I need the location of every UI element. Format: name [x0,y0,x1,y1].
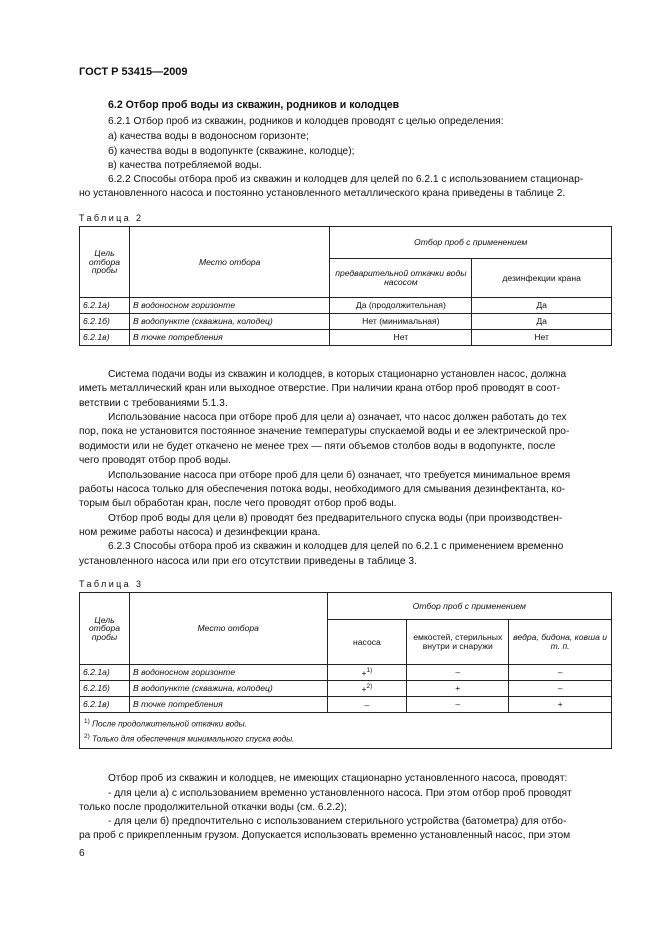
paragraph-line: Отбор проб воды для цели в) проводят без предварительного спуска воды (при производствен- [108,513,563,524]
paragraph-line: водимости или не будет откачено не менее трех — пяти объемов столбов воды в водопункте, после [79,441,556,452]
table-footnote [84,731,607,746]
table-header-pumping: предварительной откачки воды насосом [330,259,472,298]
table-header-group: Отбор проб с применением [330,227,612,259]
paragraph-line: Использование насоса при отборе проб для цели б) означает, что требуется минимальное время [108,470,571,481]
paragraph-line: Использование насоса при отборе проб для цели а) означает, что насос должен работать до тех [108,412,567,423]
paragraph-line: торым был обработан кран, после чего проводят отбор проб воды. [79,498,397,509]
footnote-text: После продолжительной откачки воды. [92,719,247,729]
table-cell-value: + [509,697,612,713]
cell-value-text: + [361,667,367,678]
paragraph-line: - для цели а) с использованием временно установленного насоса. При этом отбор проб проводят [108,788,572,799]
table-footnote-cell [80,713,612,749]
paragraph-line: б) качества воды в водопункте (скважине, колодце); [108,146,355,157]
cell-value-text: – [364,699,370,710]
paragraph-line: в) качества потребляемой воды. [108,160,262,171]
table-cell-goal: 6.2.1а) [80,665,130,681]
paragraph-line: 6.2.1 Отбор проб из скважин, родников и колодцев проводят с целью определения: [108,116,504,127]
table-cell-value [327,697,407,713]
table-cell-value: Да [472,298,612,314]
table-cell-goal: 6.2.1б) [80,314,130,330]
table-header-goal: Цель отбора пробы [80,593,130,665]
table-row [80,330,612,346]
paragraph-line: ном режиме работы насоса) и дезинфекции крана. [79,527,321,538]
table-header-place: Место отбора [129,227,330,298]
section-title: 6.2 Отбор проб воды из скважин, родников и колодцев [108,99,400,111]
table-header-buckets: ведра, бидона, ковша и т. п. [509,620,612,665]
paragraph-line: 6.2.2 Способы отбора проб из скважин и колодцев для целей по 6.2.1 с использованием стационар- [108,174,584,185]
footnote-text: Только для обеспечения минимального спуска воды. [92,734,295,744]
footnote-mark: 2) [366,682,373,690]
table-cell-goal: 6.2.1а) [80,298,130,314]
table-cell-place: В водоносном горизонте [129,665,327,681]
table-cell-value: + [407,681,509,697]
table-cell-value: – [509,681,612,697]
table-header-pump: насоса [327,620,407,665]
paragraph-line: а) качества воды в водоносном горизонте; [108,131,309,142]
table-header-sterile-containers: емкостей, стерильных внутри и снаружи [407,620,509,665]
table-2 [79,226,612,346]
table-row [80,697,612,713]
paragraph-line: работы насоса только для обеспечения потока воды, необходимого для смывания дезинфектанта, ко- [79,484,566,495]
table-cell-value: Нет [472,330,612,346]
table-3 [79,592,612,749]
table-footnotes [80,713,612,749]
table-cell-value: – [407,697,509,713]
table-cell-value: – [407,665,509,681]
table-caption: Таблица 2 [79,213,144,223]
table-cell-value [327,665,407,681]
page-number: 6 [79,848,85,859]
paragraph-line: установленного насоса или при его отсутствии приведены в таблице 3. [79,556,417,567]
table-row [80,665,612,681]
table-row [80,298,612,314]
table-cell-goal: 6.2.1в) [80,697,130,713]
table-cell-value [327,681,407,697]
table-cell-value: – [509,665,612,681]
footnote-mark: 2) [84,732,90,740]
paragraph-line: Отбор проб из скважин и колодцев, не имеющих стационарно установленного насоса, проводят: [108,773,568,784]
table-header-goal: Цель отбора пробы [80,227,130,298]
paragraph-line: пор, пока не установится постоянное значение температуры спускаемой воды и ее электрической про- [79,426,570,437]
paragraph-line: Система подачи воды из скважин и колодцев, в которых стационарно установлен насос, должна [108,369,567,380]
paragraph-line: иметь металлический кран или выходное отверстие. При наличии крана отбор проб проводят в соот- [79,383,561,394]
document-header: ГОСТ Р 53415—2009 [79,66,188,78]
paragraph-line: но установленного насоса и постоянно установленного металлического крана приведены в таблице 2. [79,188,566,199]
table-row [80,681,612,697]
table-header-place: Место отбора [129,593,327,665]
paragraph-line: 6.2.3 Способы отбора проб из скважин и колодцев для целей по 6.2.1 с применением временно [108,541,564,552]
table-cell-value: Да [472,314,612,330]
table-header-group: Отбор проб с применением [327,593,612,620]
table-cell-value: Да (продолжительная) [330,298,472,314]
paragraph-line: - для цели б) предпочтительно с использованием стерильного устройства (батометра) для отбо- [108,816,567,827]
table-cell-goal: 6.2.1в) [80,330,130,346]
paragraph-line: ветствии с требованиями 5.1.3. [79,398,228,409]
table-header-disinfection: дезинфекции крана [472,259,612,298]
table-cell-place: В точке потребления [129,697,327,713]
table-caption: Таблица 3 [79,579,144,589]
table-cell-place: В водопункте (скважина, колодец) [129,314,330,330]
table-cell-goal: 6.2.1б) [80,681,130,697]
cell-value-text: + [361,683,367,694]
paragraph-line: чего проводят отбор проб воды. [79,455,231,466]
footnote-mark: 1) [366,666,373,674]
table-cell-place: В водоносном горизонте [129,298,330,314]
footnote-mark: 1) [84,718,90,725]
paragraph-line: только после продолжительной откачки воды (см. 6.2.2); [79,802,347,813]
table-cell-value: Нет [330,330,472,346]
table-cell-place: В точке потребления [129,330,330,346]
table-footnote [84,716,607,731]
table-cell-value: Нет (минимальная) [330,314,472,330]
table-row [80,314,612,330]
table-cell-place: В водопункте (скважина, колодец) [129,681,327,697]
paragraph-line: ра проб с прикрепленным грузом. Допускается использовать временно установленный насос, при этом [79,830,571,841]
